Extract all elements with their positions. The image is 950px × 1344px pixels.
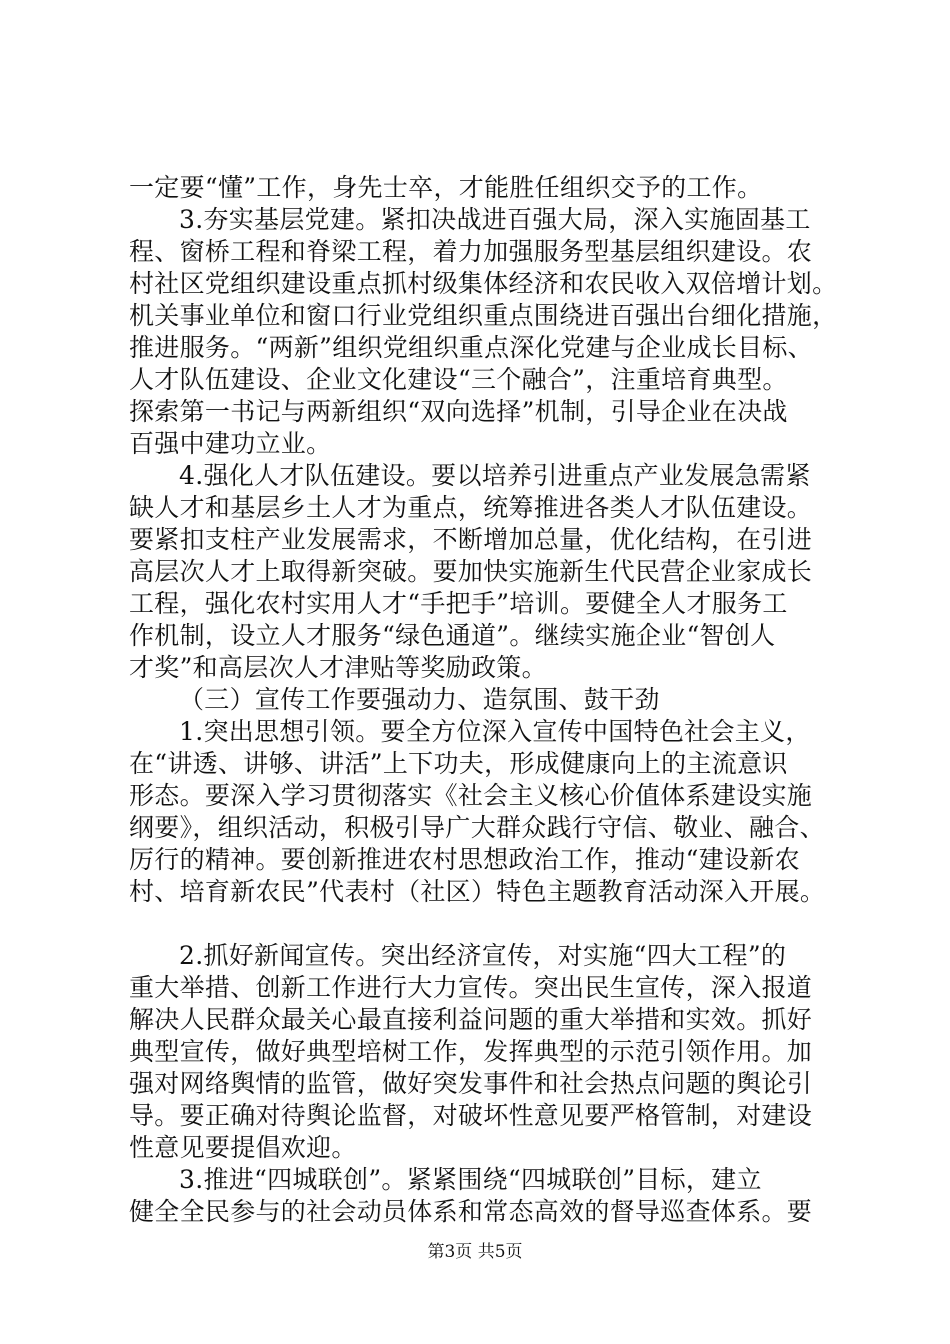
text-line: 2.抓好新闻宣传。突出经济宣传，对实施“四大工程”的 <box>179 941 787 970</box>
text-line: 性意见要提倡欢迎。 <box>129 1133 357 1162</box>
text-line: 形态。要深入学习贯彻落实《社会主义核心价值体系建设实施 <box>129 781 813 810</box>
text-line: 要紧扣支柱产业发展需求，不断增加总量，优化结构，在引进 <box>129 525 813 554</box>
section-heading: （三）宣传工作要强动力、造氛围、鼓干劲 <box>179 685 660 714</box>
text-line: 机关事业单位和窗口行业党组织重点围绕进百强出台细化措施， <box>129 301 838 330</box>
text-line: 在“讲透、讲够、讲活”上下功夫，形成健康向上的主流意识 <box>129 749 788 778</box>
text-line: 人才队伍建设、企业文化建设“三个融合”，注重培育典型。 <box>129 365 788 394</box>
text-line: 重大举措、创新工作进行大力宣传。突出民生宣传，深入报道 <box>129 973 813 1002</box>
text-line: 3.推进“四城联创”。紧紧围绕“四城联创”目标，建立 <box>179 1165 762 1194</box>
text-line: 一定要“懂”工作，身先士卒，才能胜任组织交予的工作。 <box>129 173 763 202</box>
text-line: 解决人民群众最关心最直接利益问题的重大举措和实效。抓好 <box>129 1005 813 1034</box>
text-line: 缺人才和基层乡土人才为重点，统筹推进各类人才队伍建设。 <box>129 493 813 522</box>
text-line: 导。要正确对待舆论监督，对破坏性意见要严格管制，对建设 <box>129 1101 813 1130</box>
text-line: 村社区党组织建设重点抓村级集体经济和农民收入双倍增计划。 <box>129 269 838 298</box>
text-line: 才奖”和高层次人才津贴等奖励政策。 <box>129 653 547 682</box>
text-line: 百强中建功立业。 <box>129 429 332 458</box>
text-line: 3.夯实基层党建。紧扣决战进百强大局，深入实施固基工 <box>179 205 811 234</box>
page-number-footer: 第3页 共5页 <box>427 1242 523 1262</box>
text-line: 村、培育新农民”代表村（社区）特色主题教育活动深入开展。 <box>129 877 826 906</box>
text-line: 1.突出思想引领。要全方位深入宣传中国特色社会主义， <box>179 717 811 746</box>
text-line: 强对网络舆情的监管，做好突发事件和社会热点问题的舆论引 <box>129 1069 813 1098</box>
text-line: 工程，强化农村实用人才“手把手”培训。要健全人才服务工 <box>129 589 788 618</box>
text-line: 典型宣传，做好典型培树工作，发挥典型的示范引领作用。加 <box>129 1037 813 1066</box>
text-line: 探索第一书记与两新组织“双向选择”机制，引导企业在决战 <box>129 397 788 426</box>
text-line: 作机制，设立人才服务“绿色通道”。继续实施企业“智创人 <box>129 621 776 650</box>
text-line: 纲要》，组织活动，积极引导广大群众践行守信、敬业、融合、 <box>129 813 825 842</box>
text-line: 推进服务。“两新”组织党组织重点深化党建与企业成长目标、 <box>129 333 813 362</box>
text-line: 健全全民参与的社会动员体系和常态高效的督导巡查体系。要 <box>129 1197 813 1226</box>
text-line: 4.强化人才队伍建设。要以培养引进重点产业发展急需紧 <box>179 461 811 490</box>
text-line: 高层次人才上取得新突破。要加快实施新生代民营企业家成长 <box>129 557 813 586</box>
text-line: 厉行的精神。要创新推进农村思想政治工作，推动“建设新农 <box>129 845 800 874</box>
text-line: 程、窗桥工程和脊梁工程，着力加强服务型基层组织建设。农 <box>129 237 813 266</box>
